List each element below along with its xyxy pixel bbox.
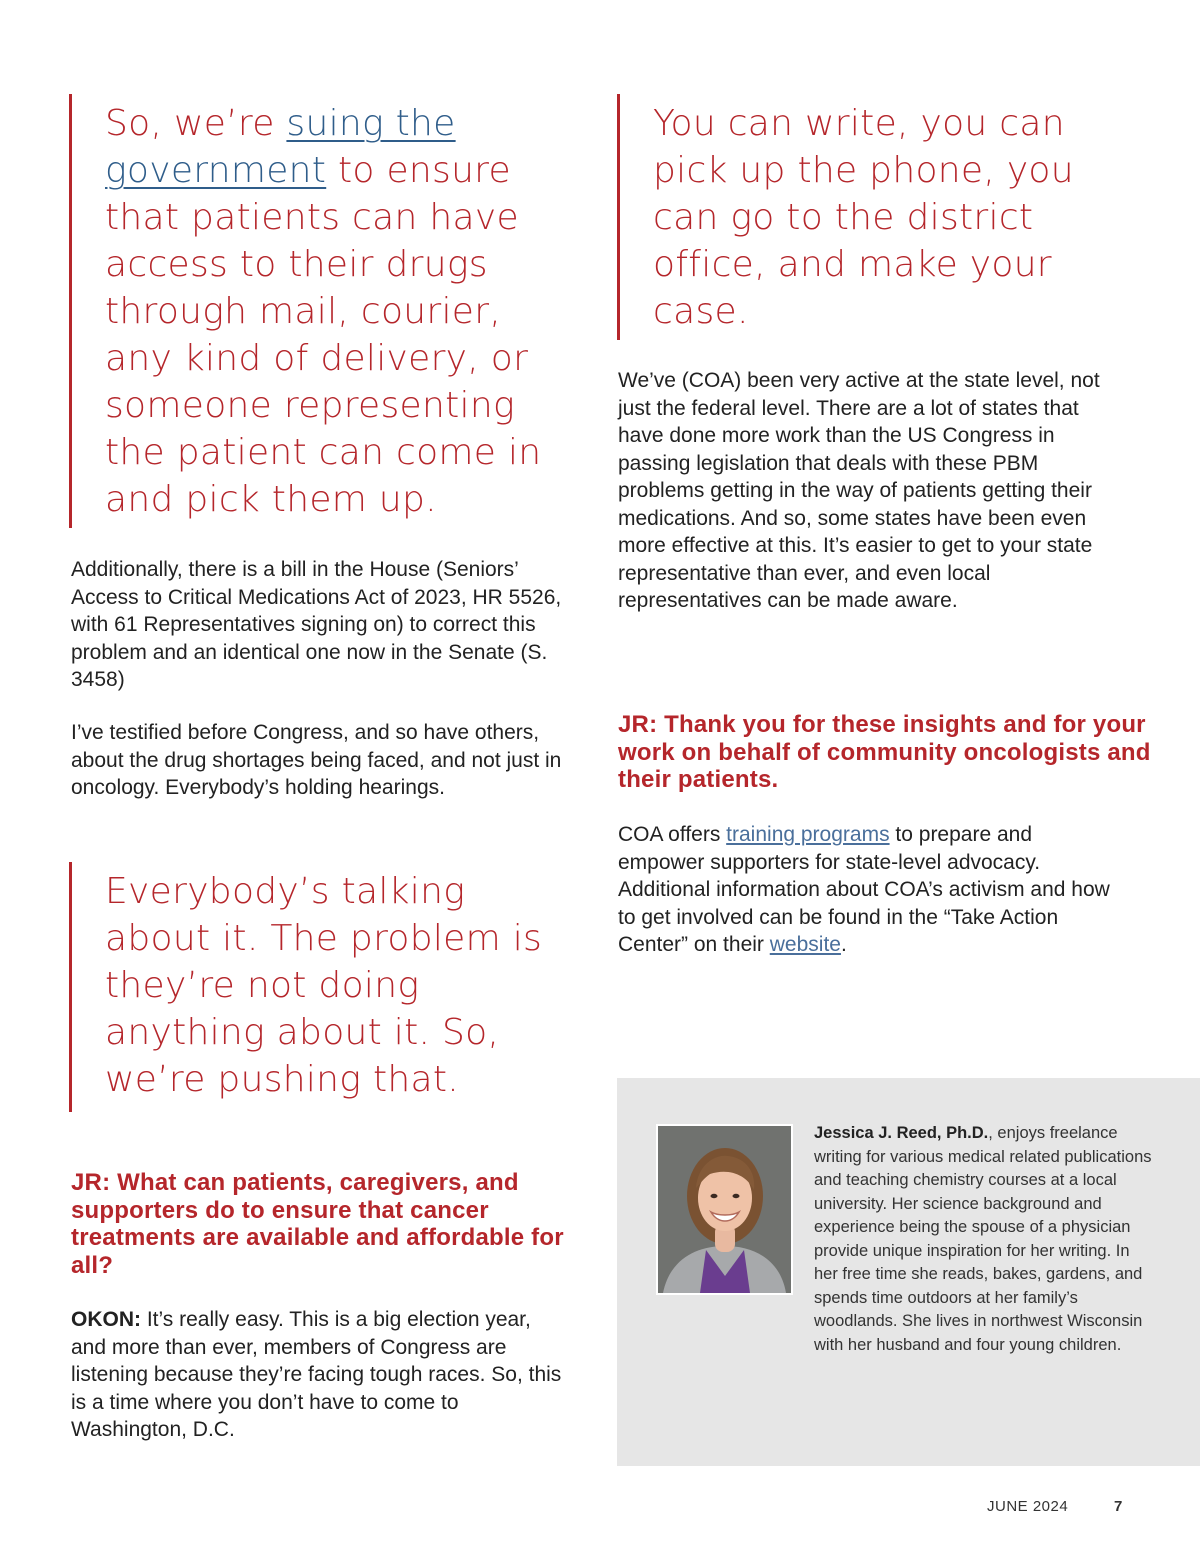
- coa-programs-paragraph: COA offers training programs to prepare and empower supporters for state-level advocacy. Additional information about COA’s activism and how to get involved can be found in the “Take Action Center” on their website.: [618, 823, 1110, 956]
- pull-quote-write-text: You can write, you can pick up the phone, you can go to the district office, and make your case.: [653, 103, 1074, 332]
- author-portrait-image: [658, 1126, 791, 1293]
- pull-quote-write: [617, 94, 1147, 340]
- author-photo: [656, 1124, 793, 1295]
- author-name: Jessica J. Reed, Ph.D.: [814, 1124, 989, 1142]
- speaker-label: OKON:: [71, 1308, 141, 1331]
- testified-paragraph: I’ve testified before Congress, and so have others, about the drug shortages being faced, and not just in oncology. Everybody’s holding hearings.: [71, 721, 562, 799]
- question-thank-you: JR: Thank you for these insights and for your work on behalf of community oncologists and their patients.: [618, 711, 1151, 793]
- footer-issue-date: JUNE 2024: [987, 1498, 1069, 1515]
- pull-quote-suing: [69, 94, 569, 528]
- house-bill-paragraph: Additionally, there is a bill in the House (Seniors’ Access to Critical Medications Act of 2023, HR 5526, with 61 Representatives signing on) to correct this problem and an identical one now in the Senate (S. 3458): [71, 558, 562, 691]
- author-bio-text: Jessica J. Reed, Ph.D., enjoys freelance writing for various medical related publications and teaching chemistry courses at a local university. Her science background and experience being the spouse of a physician provide unique inspiration for her writing. In her free time she reads, bakes, gardens, and spends time outdoors at her family’s woodlands. She lives in northwest Wisconsin with her husband and four young children.: [814, 1124, 1152, 1354]
- training-programs-link[interactable]: training programs: [726, 823, 890, 846]
- state-level-paragraph: We’ve (COA) been very active at the state level, not just the federal level. There are a lot of states that have done more work than the US Congress in passing legislation that deals with these PBM problems getting in the way of patients getting their medications. And so, some states have been even more effective at this. It’s easier to get to your state representative than ever, and even local representatives can be made aware.: [618, 369, 1100, 612]
- footer-page-number: 7: [1114, 1498, 1123, 1515]
- pull-quote-everybody: [69, 862, 569, 1112]
- suing-the-government-link[interactable]: suing the government: [105, 103, 456, 191]
- website-link[interactable]: website: [769, 933, 841, 956]
- okon-answer-paragraph: OKON: It’s really easy. This is a big election year, and more than ever, members of Congress are listening because they’re facing tough races. So, this is a time where you don’t have to come to Washington, D.C.: [71, 1308, 562, 1441]
- pull-quote-suing-text: So, we’re suing the government to ensure that patients can have access to their drugs through mail, courier, any kind of delivery, or someone representing the patient can come in and pick them up.: [105, 103, 542, 520]
- pull-quote-everybody-text: Everybody’s talking about it. The problem is they’re not doing anything about it. So, we’re pushing that.: [105, 871, 543, 1100]
- question-what-can-patients: JR: What can patients, caregivers, and supporters do to ensure that cancer treatments are available and affordable for all?: [71, 1169, 564, 1279]
